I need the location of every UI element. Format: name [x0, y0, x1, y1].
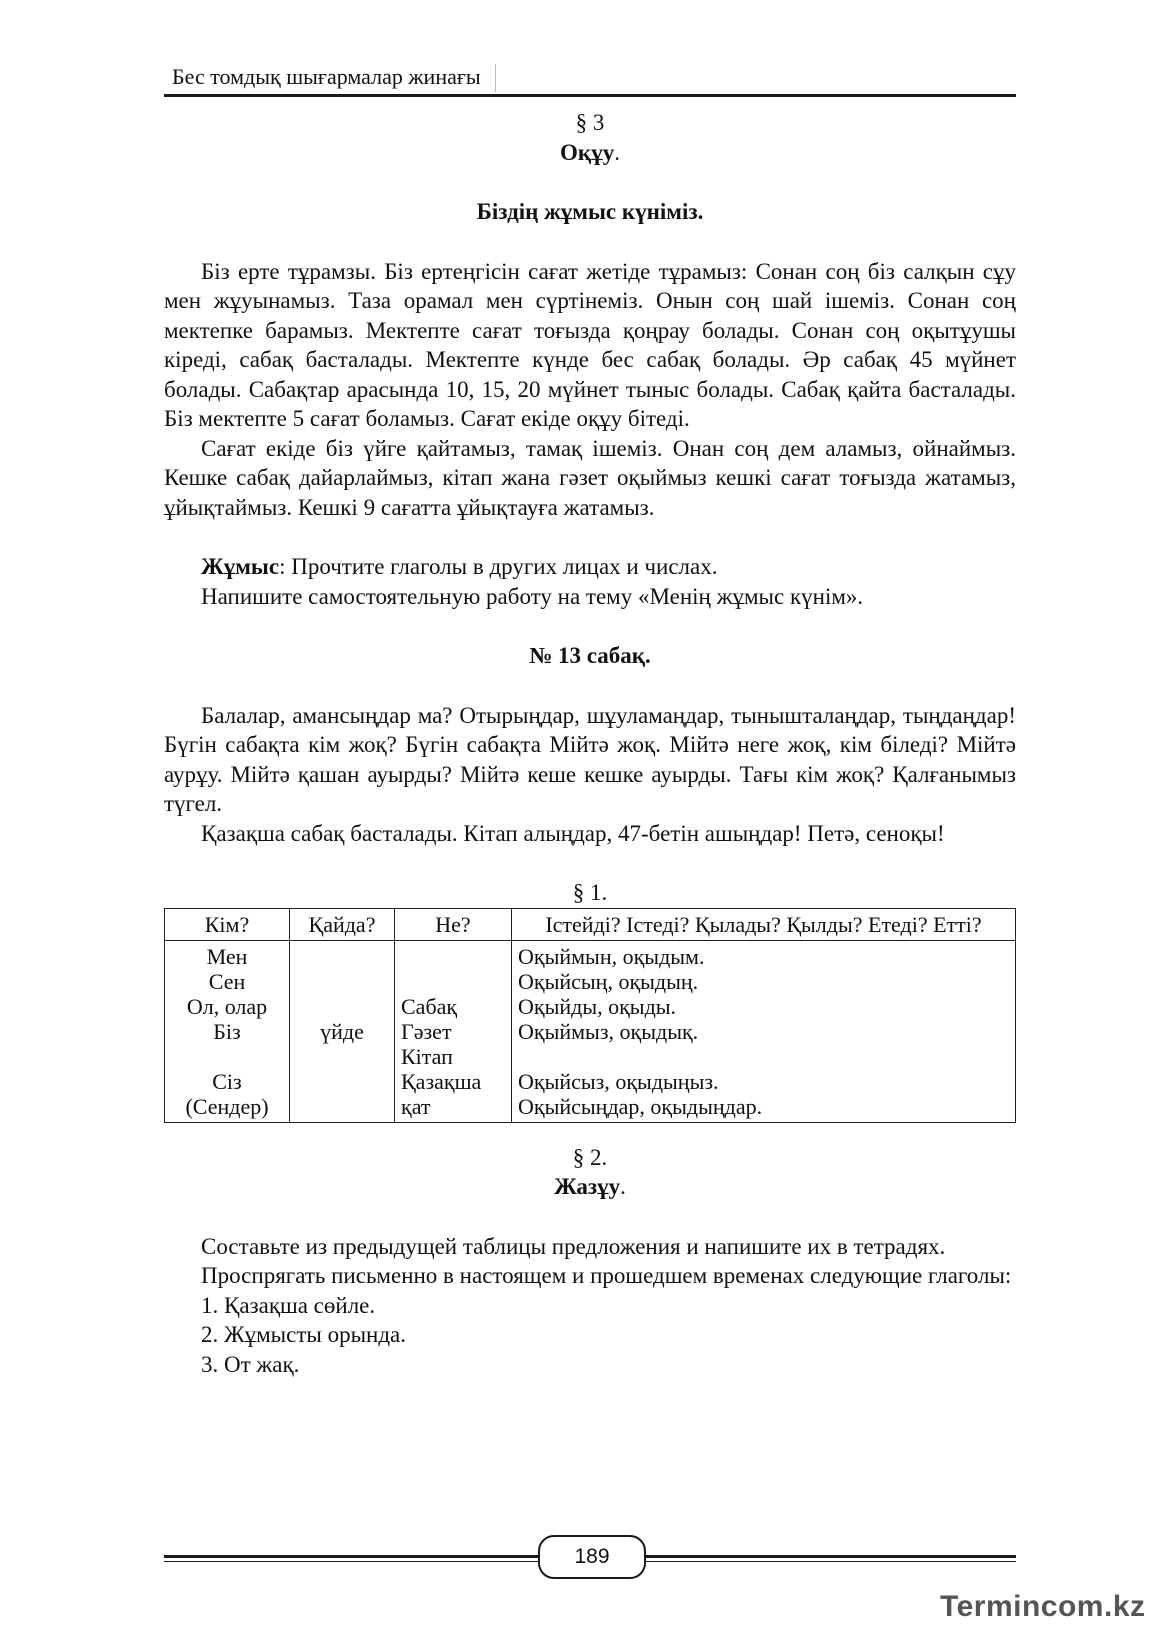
pronoun: Біз — [213, 1018, 241, 1044]
table-row — [165, 940, 1016, 1122]
page-body — [164, 108, 1016, 1379]
object: Сабақ — [401, 993, 458, 1019]
page-number: 189 — [538, 1535, 646, 1579]
section-3-title-suffix: . — [614, 139, 620, 165]
book-title: Бес томдық шығармалар жинағы — [172, 64, 496, 92]
pronoun: Сіз — [212, 1068, 242, 1094]
table-header-cell: Істейді? Істеді? Қылады? Қылды? Етеді? Етті? — [512, 908, 1016, 940]
list-item: 1. Қазақша сөйле. — [201, 1292, 376, 1318]
section-2-heading — [164, 1172, 1016, 1202]
section-3-title: Оқұу — [560, 139, 615, 165]
running-header — [164, 58, 1016, 97]
list-item: 2. Жұмысты орында. — [201, 1322, 407, 1347]
paragraph: Составьте из предыдущей таблицы предложения и напишите их в тетрадях. — [201, 1233, 946, 1259]
table-header-cell: Кім? — [165, 908, 290, 940]
place-column — [290, 940, 395, 1122]
section-3-mark: § 3 — [575, 110, 605, 135]
verb-form: Оқыймыз, оқыдық. — [518, 1018, 699, 1044]
task-label: Жұмыс — [201, 554, 280, 579]
site-watermark: Termincom.kz — [940, 1590, 1146, 1623]
page-footer — [164, 1533, 1016, 1581]
task-line — [164, 552, 1016, 582]
text-title: Біздің жұмыс күніміз. — [476, 199, 704, 224]
pronoun-column — [165, 940, 290, 1122]
section-1-mark: § 1. — [572, 880, 608, 905]
list-item: 3. От жақ. — [201, 1351, 300, 1377]
verb-form: Оқыймын, оқыдым. — [518, 943, 705, 969]
verb-column — [512, 940, 1016, 1122]
verb-form: Оқыйды, оқыды. — [518, 993, 677, 1019]
table-header-cell: Не? — [395, 908, 512, 940]
section-2-mark: § 2. — [572, 1144, 608, 1170]
pronoun: (Сендер) — [185, 1093, 269, 1119]
object: қат — [401, 1093, 431, 1119]
section-2-title-suffix: . — [620, 1174, 626, 1199]
task-line-2: Напишите самостоятельную работу на тему «Менің жұмыс күнім». — [201, 583, 864, 609]
object-column — [395, 940, 512, 1122]
paragraph: Проспрягать письменно в настоящем и прошедшем временах следующие глаголы: — [201, 1263, 1012, 1288]
lesson-title: № 13 сабақ. — [529, 643, 651, 668]
pronoun: Мен — [206, 943, 248, 969]
verb-form: Оқыйсың, оқыдың. — [518, 968, 699, 994]
paragraph: Балалар, амансыңдар ма? Отырыңдар, шұуламаңдар, тынышталаңдар, тыңдаңдар! Бүгін сабақта кім жоқ? Бүгін сабақта Мійтә жоқ. Мійтә неге жоқ, кім біледі? Мійтә аурұу. Мійтә қашан ауырды? Мійтә кеше кешке ауырды. Тағы кім жоқ? Қалғанымыз түгел. — [164, 702, 1016, 816]
task-text: : Прочтите глаголы в других лицах и числах. — [279, 554, 718, 579]
table-header-row — [165, 908, 1016, 940]
object: Гәзет — [401, 1018, 452, 1044]
section-2-title: Жазұу — [554, 1174, 621, 1199]
pronoun: Сен — [208, 968, 246, 994]
paragraph: Біз ерте тұрамзы. Біз ертеңгісін сағат жетіде тұрамыз: Сонан соң біз салқын сұу мен жұуынамыз. Таза орамал мен сүртінеміз. Онын соң шай ішеміз. Сонан соң мектепке барамыз. Мектепте сағат тоғызда қоңрау болады. Сонан соң оқытұушы кіреді, сабақ басталады. Мектепте күнде бес сабақ болады. Әр сабақ 45 мүйнет болады. Сабақтар арасында 10, 15, 20 мүйнет тыныс болады. Сабақ қайта басталады. Біз мектепте 5 сағат боламыз. Сағат екіде оқұу бітеді. — [164, 258, 1016, 431]
verb-form: Оқыйсыз, оқыдыңыз. — [518, 1068, 719, 1094]
section-3-heading — [164, 138, 1016, 168]
conjugation-table — [164, 908, 1016, 1123]
paragraph: Сағат екіде біз үйге қайтамыз, тамақ ішеміз. Онан соң дем аламыз, ойнаймыз. Кешке сабақ дайарлаймыз, кітап жана гәзет оқыймыз кешкі сағат тоғызда жатамыз, ұйықтаймыз. Кешкі 9 сағатта ұйықтауға жатамыз. — [164, 435, 1016, 520]
verb-form: Оқыйсыңдар, оқыдыңдар. — [518, 1093, 763, 1119]
table-header-cell: Қайда? — [290, 908, 395, 940]
object: Қазақша — [401, 1068, 482, 1094]
pronoun — [171, 1044, 283, 1069]
paragraph: Қазақша сабақ басталады. Кітап алыңдар, 47-бетін ашыңдар! Петә, сеноқы! — [201, 820, 945, 846]
object: Кітап — [401, 1043, 453, 1069]
pronoun: Ол, олар — [186, 993, 268, 1019]
place: үйде — [320, 1018, 364, 1044]
